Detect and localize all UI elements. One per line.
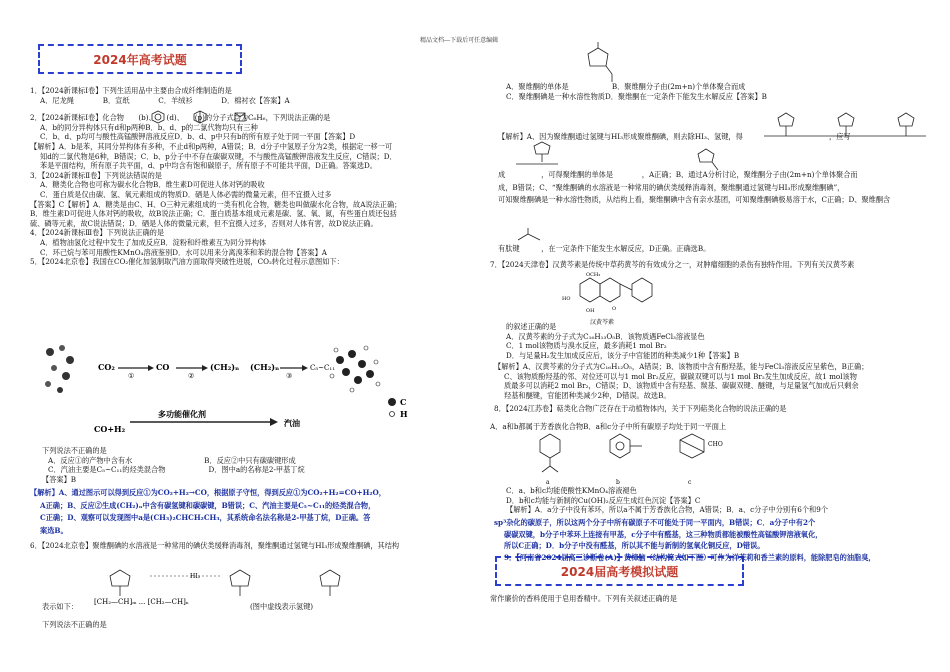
wogonin-caption: 汉黄芩素 [590, 319, 615, 326]
text-line: 质最多可以消耗2 mol Br₂，C错误；D、该物质中含有羟基、羰基、碳碳双键、醚键，与足量氢气加成后只剩余 [504, 381, 859, 391]
right-q8-options [506, 486, 828, 515]
text-line: C．b、d、p均可与酸性高锰酸钾溶液反应D．b、d、p中只有b的所有原子处于同一平面【答案】D [40, 132, 356, 142]
text-line: A正确；B、反应②生成(CH₂)ₙ中含有碳氢键和碳碳键，B错误；C、汽油主要是C₅~C₁₁的烃类混合物， [40, 500, 376, 510]
right-solution-8 [494, 518, 876, 562]
text-line: 下列说法不正确的是 [42, 620, 107, 629]
text-line: 7．【2024天津卷】汉黄芩素是传统中草药黄芩的有效成分之一，对肿瘤细胞的杀伤有独特作用。下列有关汉黄芩素 [490, 260, 855, 269]
text-line: 苯是平面结构，所有原子共平面，d、p中均含有饱和碳原子，所有原子不可能共平面，D正确。答案选D。 [40, 161, 377, 171]
text-line: 表示如下： [42, 602, 78, 611]
hi3-label: HI₃ [190, 573, 201, 580]
text-line: 8．【2024江苏卷】萜类化合物广泛存在于动植物体内，关于下列萜类化合物的说法正确的是 [494, 404, 787, 414]
text-line: 3．【2024新课标Ⅱ卷】下列说法错误的是 [30, 170, 162, 180]
co-label: CO [156, 362, 170, 372]
step-1-label: ① [128, 372, 135, 380]
text-line: A．a和b都属于芳香族化合物B．a和c分子中所有碳原子均处于同一平面上 [490, 422, 727, 431]
text-line: 【解析】A、汉黄芩素的分子式为C₁₆H₁₂O₅，A错误；B、该物质中含有酚羟基，能与FeCl₃溶液反应呈紫色，B正确； [494, 362, 869, 371]
text-line: B．维生素D可促进人体对钙的吸收，故B说法正确；C．蛋白质基本组成元素是碳、氢、氧、氮，有些蛋白质还包括 [30, 209, 397, 219]
text-line: 5．【2024北京卷】我国在CO₂催化加氢制取汽油方面取得突破性进展，CO₂转化过程示意图如下： [30, 257, 344, 267]
text-line: A．糖类化合物也可称为碳水化合物B．维生素D可促进人体对钙的吸收 [40, 180, 265, 190]
benzene-b-icon [150, 110, 166, 124]
text-line: 知d的二氯代物是6种，B错误；C．b、p分子中不存在碳碳双键，不与酸性高锰酸钾溶液发生反应，C错误；D． [40, 151, 397, 161]
left-column-bottom [42, 446, 305, 484]
text-line: A．反应①的产物中含有水 B．反应②中只有碳碳键形成 [48, 455, 296, 465]
text-line: C正确；D、观察可以发现图中a是(CH₃)₂CHCH₂CH₃，其系统命名法名称是2-甲基丁烷，D正确。答 [40, 513, 371, 523]
page-header-note: 精品文档---下载后可任意编辑 [420, 37, 499, 44]
q6-after [42, 602, 78, 612]
polymer-chain-label: [CH₂—CH]ₘ ... [CH₂—CH]ₙ [94, 598, 189, 606]
text-line: 成 ，可得聚维酮的单体是 ，A正确；B、通过A分析讨论，聚维酮分子由(2m+n)个单体聚合而 [498, 170, 858, 179]
text-line: C、该物质酚羟基的邻、对位还可以与1 mol Br₂反应，碳碳双键可以与1 mol Br₂发生加成反应，故1 mol该物 [504, 371, 857, 381]
text-line: A．b的同分异构体只有d和p两种B．b、d、p的二氯代物均只有三种 [40, 122, 258, 132]
text-line: 【解析】A、因为聚维酮通过氢键与HI₃形成聚维酮碘，则去除HI₃、氢键，得 ，应写 [498, 132, 851, 141]
text-line: C．汽油主要是C₅~C₁₁的烃类混合物 D．图中a的名称是2-甲基丁烷 [48, 465, 305, 475]
text-line: C．聚维酮碘是一种水溶性物质D．聚维酮在一定条件下能发生水解反应【答案】B [506, 91, 767, 101]
ch2n-label-2: (CH₂)ₙ [250, 362, 280, 372]
text-line: 碳碳双键，b分子中苯环上连接有甲基，c分子中有醛基，这三种物质都能被酸性高锰酸钾溶液氧化， [504, 529, 823, 539]
co2-label: CO₂ [98, 362, 115, 372]
cho-label: CHO [708, 441, 723, 448]
text-line: 1．【2024新课标Ⅰ卷】下列生活用品中主要由合成纤维制造的是 [30, 86, 232, 95]
text-line: A．聚维酮的单体是 B．聚维酮分子由(2m+n)个单体聚合而成 [506, 82, 746, 91]
svg-text:OCH₃: OCH₃ [586, 272, 601, 278]
text-line: 【答案】C【解析】A．糖类是由C、H、O三种元素组成的一类有机化合物，糖类也叫做碳水化合物，故A说法正确； [30, 199, 402, 209]
text-line: A．植物油氢化过程中发生了加成反应B．淀粉和纤维素互为同分异构体 [40, 237, 267, 247]
text-line: C．环己烷与苯可用酸性KMnO₄溶液鉴别D．水可以用来分离溴苯和苯的混合物【答案】A [40, 247, 327, 257]
step-2-label: ② [188, 372, 195, 380]
right-q9 [490, 594, 677, 604]
hydrogen-bond-note: (图中虚线表示氢键) [250, 602, 314, 611]
text-line: 可知聚维酮碘是一种水溶性物质，从结构上看，聚维酮碘中含有亲水基团，可知聚维酮碘极易溶于水，C正确；D、聚维酮含 [498, 195, 891, 205]
right-solution-6b [498, 170, 890, 205]
text-line: sp³杂化的碳原子，所以这两个分子中所有碳原子不可能处于同一平面内，B错误；C．a分子中有2个 [494, 518, 816, 527]
text-line: D．与足量H₂发生加成反应后，该分子中官能团的种类减少1种【答案】B [506, 350, 740, 360]
text-line: 硫、磷等元素，故C说法错误；D．硒是人体的微量元素，但不宜摄入过多，否则对人体有害，故D说法正确。 [30, 218, 378, 228]
text-line: 有肽键 ，在一定条件下能发生水解反应，D正确。正确选B。 [498, 244, 711, 253]
co-h2-label: CO+H₂ [94, 424, 126, 434]
gasoline-label: 汽油 [284, 418, 300, 428]
right-q7 [506, 322, 739, 360]
terpene-c-label: c [688, 479, 692, 486]
text-line: 【答案】B [42, 474, 77, 484]
text-line: 6．【2024北京卷】聚维酮碘的水溶液是一种常用的碘伏类缓释消毒剂，聚维酮通过氢键与HI₃形成聚维酮碘，其结构 [30, 541, 400, 551]
povidone-iodine-structure [90, 566, 390, 612]
legend-h: H [400, 409, 408, 419]
left-column-top [30, 86, 401, 267]
legend-c: C [400, 397, 407, 407]
svg-text:OH: OH [586, 308, 595, 314]
text-line: 羟基和醚键，官能团种类减少2种，D错误。故选B。 [504, 390, 671, 400]
catalyst-particles [45, 345, 74, 393]
prismane-p-icon [232, 110, 248, 124]
text-line: 【解析】A、通过图示可以得到反应①为CO₂+H₂→CO，根据原子守恒，得到反应①为CO₂+H₂=CO+H₂O， [30, 488, 386, 497]
text-line: 案选B。 [40, 525, 68, 535]
section-banner-title: 2024届高考模拟试题 [560, 564, 679, 579]
text-line: 2．【2024新课标Ⅰ卷】化合物 (b)、 (d)、 (p)的分子式均为C₆H₆，下列说法正确的是 [30, 113, 331, 123]
svg-text:O: O [612, 306, 617, 312]
text-line: 4．【2024新课标Ⅲ卷】下列说法正确的是 [30, 228, 165, 238]
text-line: C．1 mol该物质与溴水反应，最多消耗1 mol Br₂ [506, 341, 667, 351]
left-column-solution-5 [30, 488, 399, 551]
text-line: 常作廉价的香料使用于皂用香精中。下列有关叙述正确的是 [490, 594, 677, 603]
text-line: D．b和c均能与新制的Cu(OH)₂反应生成红色沉淀【答案】C [506, 495, 701, 505]
text-line: A．尼龙绳 B．宣纸 C．羊绒衫 D．棉衬衣【答案】A [40, 95, 290, 105]
text-line: 下列说法不正确的是 [42, 446, 107, 455]
terpene-a-label: a [546, 479, 550, 486]
gasoline-molecule-model [330, 346, 380, 392]
text-line: A．汉黄芩素的分子式为C₁₆H₁₃O₅B．该物质遇FeCl₃溶液显色 [506, 331, 705, 341]
dewar-benzene-d-icon [192, 110, 208, 124]
text-line: 9．【河南省2024届高三诊断卷(A)】黄樟脑（结构简式如下图）可作为洋茉莉和香兰素的原料，能除肥皂的油脂臭， [504, 552, 876, 562]
polymer-fragment-structure [760, 110, 930, 148]
wogonin-structure [560, 270, 670, 328]
section-banner-2024 [38, 44, 242, 74]
ch2n-label-1: (CH₂)ₙ [210, 362, 240, 372]
text-line: 的叙述正确的是 [506, 322, 557, 331]
svg-text:HO: HO [562, 296, 571, 302]
text-line: C．蛋白质是仅由碳、氢、氧元素组成的物质D．硒是人体必需的微量元素，但不宜摄入过多 [40, 189, 332, 199]
right-column-top [498, 82, 767, 101]
monomer-structure [578, 40, 618, 86]
co2-conversion-diagram [40, 340, 460, 448]
right-solution-7 [494, 362, 868, 414]
text-line: 所以C正确；D．b分子中没有醛基，所以其不能与新制的氢氧化铜反应，D错误。 [504, 541, 765, 551]
text-line: 成，B错误；C、“聚维酮碘的水溶液是一种常用的碘伏类缓释消毒剂，聚维酮通过氢键与HI₃形成聚维酮碘”， [498, 182, 845, 192]
text-line: C．a、b和c均能使酸性KMnO₄溶液褪色 [506, 486, 637, 495]
step-3-label: ③ [286, 372, 293, 380]
terpene-b-label: b [616, 479, 620, 486]
c5-c11-label: C₅~C₁₁ [310, 364, 335, 372]
terpenes-structure [520, 430, 740, 486]
text-line: 【解析】A．a分子中没有苯环，所以a不属于芳香族化合物，A错误；B．a、c分子中分别有6个和9个 [506, 505, 829, 515]
catalyst-label: 多功能催化剂 [158, 409, 206, 419]
section-banner-title: 2024年高考试题 [93, 52, 187, 67]
text-line: 【解析】A．b是苯，其同分异构体有多种，不止d和p两种，A错误；B．d分子中氢原子分为2类，根据定一移一可 [30, 141, 393, 151]
